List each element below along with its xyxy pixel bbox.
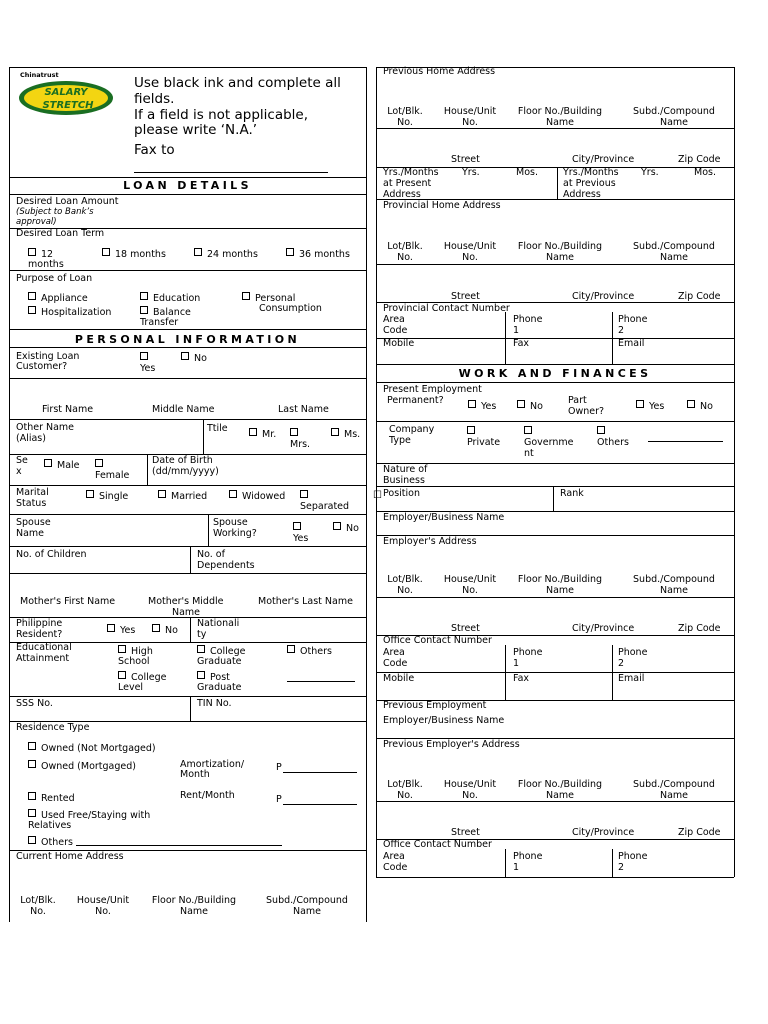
- purpose-personal[interactable]: Personal: [242, 292, 295, 304]
- dob-format: (dd/mm/yyyy): [152, 466, 219, 477]
- checkbox-icon[interactable]: [517, 400, 525, 408]
- area-code-label: Code: [383, 325, 408, 336]
- res-owned-mortgaged[interactable]: Owned (Mortgaged): [28, 760, 136, 772]
- res-rented[interactable]: Rented: [28, 792, 75, 804]
- existing-yes-label: Yes: [140, 363, 156, 374]
- checkbox-icon[interactable]: [249, 428, 257, 436]
- checkbox-icon[interactable]: [467, 426, 475, 434]
- zip-label: Zip Code: [678, 154, 721, 165]
- rent-field[interactable]: [283, 804, 357, 805]
- spouse-name-label: Name: [16, 528, 45, 539]
- subd-label: Subd./Compound Name: [633, 106, 715, 128]
- spouse-name-label: Spouse: [16, 517, 51, 528]
- res-owned-not-mortgaged[interactable]: Owned (Not Mortgaged): [28, 742, 156, 754]
- area-code-label: Code: [383, 658, 408, 669]
- phone2-label: Phone: [618, 851, 648, 862]
- rank-label: Rank: [560, 488, 584, 499]
- yrs-previous-label: Address: [563, 189, 601, 200]
- checkbox-icon[interactable]: [28, 742, 36, 750]
- edu-college-level-label: Level: [118, 682, 144, 693]
- floor-label: Floor No./Building Name: [517, 241, 603, 263]
- permanent-label: Permanent?: [387, 395, 444, 406]
- floor-label: Floor No./Building Name: [151, 895, 237, 917]
- phone2-label: 2: [618, 325, 625, 336]
- street-label: Street: [451, 623, 480, 634]
- prov-home-address-label: Provincial Home Address: [383, 200, 501, 211]
- yrs-previous-label: at Previous: [563, 178, 616, 189]
- phone1-label: Phone: [513, 314, 543, 325]
- subd-label: Subd./Compound Name: [266, 895, 348, 917]
- checkbox-icon[interactable]: [333, 522, 341, 530]
- company-government-label: Governme: [524, 437, 574, 448]
- nature-business-label: Nature of: [383, 464, 428, 475]
- checkbox-icon[interactable]: [140, 306, 148, 314]
- edu-high-school-label: School: [118, 656, 150, 667]
- dependents-label: Dependents: [197, 560, 255, 571]
- checkbox-icon[interactable]: [152, 624, 160, 632]
- checkbox-icon[interactable]: [118, 671, 126, 679]
- marital-widowed-option[interactable]: Widowed: [229, 490, 285, 502]
- title-mr-option[interactable]: Mr.: [249, 428, 276, 440]
- title-mrs-label: Mrs.: [290, 439, 311, 450]
- house-label: House/Unit No.: [443, 574, 497, 596]
- term-12-label: months: [28, 259, 64, 270]
- existing-no-option[interactable]: No: [181, 352, 207, 364]
- term-12-option[interactable]: 12: [28, 248, 53, 260]
- office-contact-label: Office Contact Number: [383, 635, 492, 646]
- checkbox-icon[interactable]: [524, 426, 532, 434]
- phone1-label: 1: [513, 658, 520, 669]
- company-government-label: nt: [524, 448, 534, 459]
- amortization-label: Month: [180, 769, 210, 780]
- prev-employer-address-label: Previous Employer's Address: [383, 739, 520, 750]
- purpose-appliance[interactable]: Appliance: [28, 292, 88, 304]
- checkbox-icon[interactable]: [86, 490, 94, 498]
- phone2-label: 2: [618, 658, 625, 669]
- checkbox-icon[interactable]: [140, 352, 148, 360]
- edu-college-graduate-label: Graduate: [197, 656, 242, 667]
- floor-label: Floor No./Building Name: [517, 574, 603, 596]
- city-label: City/Province: [572, 827, 635, 838]
- purpose-hospitalization[interactable]: Hospitalization: [28, 306, 111, 318]
- instruction-line: If a field is not applicable,: [134, 107, 309, 123]
- mos-label: Mos.: [694, 167, 716, 178]
- street-label: Street: [451, 291, 480, 302]
- phone1-label: 1: [513, 862, 520, 873]
- checkbox-icon[interactable]: [597, 426, 605, 434]
- yrs-present-label: Yrs./Months: [383, 167, 439, 178]
- yrs-present-label: Address: [383, 189, 421, 200]
- prov-contact-label: Provincial Contact Number: [383, 303, 510, 314]
- existing-loan-label: Customer?: [16, 361, 68, 372]
- lot-label: Lot/Blk. No.: [387, 574, 423, 596]
- instruction-line: Use black ink and complete all: [134, 75, 341, 91]
- area-code-label: Code: [383, 862, 408, 873]
- present-employment-label: Present Employment: [383, 384, 482, 395]
- education-label: Educational: [16, 642, 72, 653]
- marital-separated-label: Separated: [300, 501, 350, 512]
- marital-single-option[interactable]: Single: [86, 490, 128, 502]
- edu-high-school[interactable]: High: [118, 645, 153, 657]
- loan-amount-label: Desired Loan Amount: [16, 196, 119, 207]
- edu-post-graduate[interactable]: Post: [197, 671, 230, 683]
- instruction-line: fields.: [134, 91, 175, 107]
- lot-label: Lot/Blk. No.: [387, 779, 423, 801]
- prev-home-address-label: Previous Home Address: [383, 66, 496, 77]
- permanent-no[interactable]: No: [517, 400, 543, 412]
- house-label: House/Unit No.: [443, 241, 497, 263]
- checkbox-icon[interactable]: [28, 248, 36, 256]
- checkbox-icon[interactable]: [44, 459, 52, 467]
- res-used-free-label: Relatives: [28, 820, 72, 831]
- checkbox-icon[interactable]: [28, 292, 36, 300]
- employer-address-label: Employer's Address: [383, 536, 477, 547]
- company-type-label: Type: [389, 435, 411, 446]
- area-code-label: Area: [383, 851, 405, 862]
- yrs-label: Yrs.: [462, 167, 480, 178]
- company-private-label: Private: [467, 437, 501, 448]
- phone2-label: Phone: [618, 314, 648, 325]
- checkbox-icon[interactable]: [468, 400, 476, 408]
- alias-label: (Alias): [16, 433, 46, 444]
- checkbox-icon[interactable]: [290, 428, 298, 436]
- checkbox-icon[interactable]: [194, 248, 202, 256]
- term-36-option[interactable]: 36 months: [286, 248, 350, 260]
- checkbox-icon[interactable]: [28, 792, 36, 800]
- checkbox-icon[interactable]: [286, 248, 294, 256]
- mother-middle-name-label: Name: [172, 607, 201, 618]
- mos-label: Mos.: [516, 167, 538, 178]
- last-name-label: Last Name: [278, 404, 329, 415]
- edu-college-graduate[interactable]: College: [197, 645, 245, 657]
- ph-resident-yes[interactable]: Yes: [107, 624, 135, 636]
- checkbox-icon[interactable]: [636, 400, 644, 408]
- checkbox-icon[interactable]: [331, 428, 339, 436]
- edu-post-graduate-label: Graduate: [197, 682, 242, 693]
- title-label: Ttile: [207, 423, 228, 434]
- part-owner-no[interactable]: No: [687, 400, 713, 412]
- checkbox-icon[interactable]: [95, 459, 103, 467]
- ph-resident-label: Resident?: [16, 629, 63, 640]
- checkbox-icon[interactable]: [28, 760, 36, 768]
- edu-others-field[interactable]: [287, 681, 355, 682]
- checkbox-icon[interactable]: [118, 645, 126, 653]
- mother-first-name-label: Mother's First Name: [20, 596, 116, 607]
- nature-business-label: Business: [383, 475, 425, 486]
- phone1-label: Phone: [513, 647, 543, 658]
- zip-label: Zip Code: [678, 291, 721, 302]
- lot-label: Lot/Blk. No.: [20, 895, 56, 917]
- checkbox-icon[interactable]: [293, 522, 301, 530]
- subd-label: Subd./Compound Name: [633, 779, 715, 801]
- middle-name-label: Middle Name: [152, 404, 215, 415]
- zip-label: Zip Code: [678, 623, 721, 634]
- sex-male-option[interactable]: Male: [44, 459, 80, 471]
- floor-label: Floor No./Building Name: [517, 779, 603, 801]
- checkbox-icon[interactable]: [28, 809, 36, 817]
- mother-last-name-label: Mother's Last Name: [258, 596, 353, 607]
- brand-name: Chinatrust: [20, 71, 59, 79]
- checkbox-icon[interactable]: [197, 671, 205, 679]
- checkbox-icon[interactable]: ☐: [373, 490, 382, 501]
- res-others-field[interactable]: [76, 845, 282, 846]
- fax-label: Fax: [513, 673, 530, 684]
- spouse-working-label: Working?: [213, 528, 257, 539]
- permanent-yes[interactable]: Yes: [468, 400, 496, 412]
- sex-label: x: [16, 466, 22, 477]
- marital-married-option[interactable]: Married: [158, 490, 207, 502]
- tin-label: TIN No.: [197, 698, 232, 709]
- education-label: Attainment: [16, 653, 70, 664]
- checkbox-icon[interactable]: [287, 645, 295, 653]
- sss-label: SSS No.: [16, 698, 53, 709]
- lot-label: Lot/Blk. No.: [387, 241, 423, 263]
- floor-label: Floor No./Building Name: [517, 106, 603, 128]
- edu-others[interactable]: Others: [287, 645, 332, 657]
- part-owner-yes[interactable]: Yes: [636, 400, 664, 412]
- rent-currency: P: [276, 794, 282, 805]
- checkbox-icon[interactable]: [28, 836, 36, 844]
- loan-amount-note: (Subject to Bank’s: [16, 207, 94, 217]
- purpose-education[interactable]: Education: [140, 292, 200, 304]
- amortization-field[interactable]: [283, 772, 357, 773]
- position-label: Position: [383, 488, 420, 499]
- dob-label: Date of Birth: [152, 455, 213, 466]
- purpose-personal-label: Consumption: [259, 303, 322, 314]
- salary-stretch-logo: [18, 80, 114, 116]
- residence-type-label: Residence Type: [16, 722, 90, 733]
- checkbox-icon[interactable]: [140, 292, 148, 300]
- city-label: City/Province: [572, 154, 635, 165]
- mobile-label: Mobile: [383, 338, 415, 349]
- loan-details-heading: LOAN DETAILS: [123, 179, 252, 192]
- res-others[interactable]: Others: [28, 836, 73, 848]
- marital-label: Status: [16, 498, 47, 509]
- email-label: Email: [618, 338, 645, 349]
- term-24-option[interactable]: 24 months: [194, 248, 258, 260]
- company-others-label: Others: [597, 437, 629, 448]
- lot-label: Lot/Blk. No.: [387, 106, 423, 128]
- area-code-label: Area: [383, 647, 405, 658]
- checkbox-icon[interactable]: [158, 490, 166, 498]
- checkbox-icon[interactable]: [242, 292, 250, 300]
- area-code-label: Area: [383, 314, 405, 325]
- phone1-label: Phone: [513, 851, 543, 862]
- city-label: City/Province: [572, 291, 635, 302]
- fax-field[interactable]: [134, 172, 328, 173]
- street-label: Street: [451, 827, 480, 838]
- employer-name-label: Employer/Business Name: [383, 512, 505, 523]
- yrs-present-label: at Present: [383, 178, 432, 189]
- sex-label: Se: [16, 455, 28, 466]
- instruction-line: please write ‘N.A.’: [134, 122, 258, 138]
- checkbox-icon[interactable]: [107, 624, 115, 632]
- nationality-label: Nationali: [197, 618, 240, 629]
- fax-label: Fax: [513, 338, 530, 349]
- prev-employer-name-label: Employer/Business Name: [383, 715, 505, 726]
- office-contact-label: Office Contact Number: [383, 839, 492, 850]
- mobile-label: Mobile: [383, 673, 415, 684]
- checkbox-icon[interactable]: [181, 352, 189, 360]
- children-label: No. of Children: [16, 549, 87, 560]
- purpose-balance-transfer[interactable]: Balance: [140, 306, 191, 318]
- spouse-working-yes-label: Yes: [293, 533, 309, 544]
- checkbox-icon[interactable]: [229, 490, 237, 498]
- previous-employment-label: Previous Employment: [383, 700, 487, 711]
- amortization-label: Amortization/: [180, 759, 245, 770]
- ph-resident-no[interactable]: No: [152, 624, 178, 636]
- loan-purpose-label: Purpose of Loan: [16, 273, 93, 284]
- company-type-label: Company: [389, 424, 435, 435]
- title-ms-option[interactable]: Ms.: [331, 428, 360, 440]
- sex-female-label: Female: [95, 470, 130, 481]
- loan-term-label: Desired Loan Term: [16, 228, 105, 239]
- svg-text:STRETCH: STRETCH: [42, 100, 94, 111]
- zip-label: Zip Code: [678, 827, 721, 838]
- phone2-label: 2: [618, 862, 625, 873]
- marital-label: Marital: [16, 487, 49, 498]
- amortization-currency: P: [276, 762, 282, 773]
- company-others-field[interactable]: [648, 441, 723, 442]
- dependents-label: No. of: [197, 549, 225, 560]
- email-label: Email: [618, 673, 645, 684]
- spouse-working-label: Spouse: [213, 517, 248, 528]
- existing-loan-label: Existing Loan: [16, 351, 80, 362]
- nationality-label: ty: [197, 629, 207, 640]
- subd-label: Subd./Compound Name: [633, 574, 715, 596]
- yrs-label: Yrs.: [641, 167, 659, 178]
- checkbox-icon[interactable]: [102, 248, 110, 256]
- yrs-previous-label: Yrs./Months: [563, 167, 619, 178]
- ph-resident-label: Philippine: [16, 618, 63, 629]
- house-label: House/Unit No.: [76, 895, 130, 917]
- house-label: House/Unit No.: [443, 106, 497, 128]
- term-18-option[interactable]: 18 months: [102, 248, 166, 260]
- edu-college-level[interactable]: College: [118, 671, 166, 683]
- fax-label: Fax to: [134, 142, 175, 158]
- purpose-balance-transfer-label: Transfer: [140, 317, 179, 328]
- house-label: House/Unit No.: [443, 779, 497, 801]
- personal-info-heading: PERSONAL INFORMATION: [74, 333, 301, 346]
- checkbox-icon[interactable]: [300, 490, 308, 498]
- rent-label: Rent/Month: [180, 790, 235, 801]
- svg-text:SALARY: SALARY: [44, 87, 88, 98]
- part-owner-label: Owner?: [568, 406, 605, 417]
- other-name-label: Other Name: [16, 422, 75, 433]
- loan-amount-note: approval): [16, 217, 57, 227]
- phone1-label: 1: [513, 325, 520, 336]
- res-used-free[interactable]: Used Free/Staying with: [28, 809, 150, 821]
- phone2-label: Phone: [618, 647, 648, 658]
- checkbox-icon[interactable]: [28, 306, 36, 314]
- work-finances-heading: WORK AND FINANCES: [458, 367, 652, 380]
- current-address-label: Current Home Address: [16, 851, 124, 862]
- part-owner-label: Part: [568, 395, 587, 406]
- city-label: City/Province: [572, 623, 635, 634]
- spouse-working-no[interactable]: No: [333, 522, 359, 534]
- mother-middle-name-label: Mother's Middle: [148, 596, 224, 607]
- first-name-label: First Name: [42, 404, 94, 415]
- checkbox-icon[interactable]: [687, 400, 695, 408]
- subd-label: Subd./Compound Name: [633, 241, 715, 263]
- checkbox-icon[interactable]: [197, 645, 205, 653]
- street-label: Street: [451, 154, 480, 165]
